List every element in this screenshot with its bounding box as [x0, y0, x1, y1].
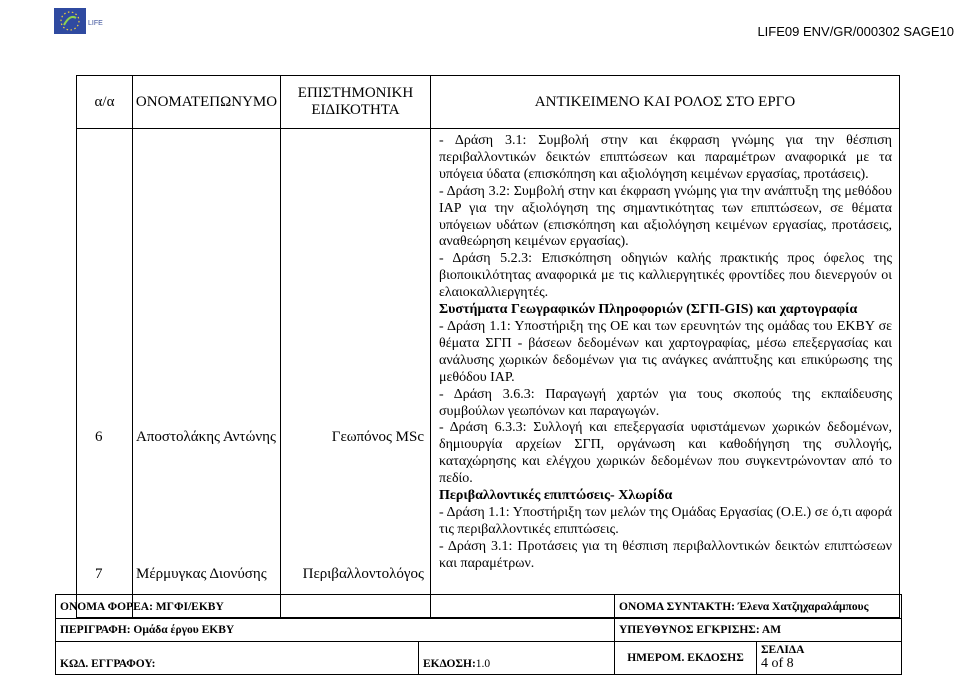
- footer-row: [56, 642, 902, 675]
- row-7-specialty: Περιβαλλοντολόγος: [302, 566, 424, 582]
- header-specialty-line2: ΕΙΔΙΚΟΤΗΤΑ: [311, 102, 400, 118]
- role-paragraph: - Δράση 1.1: Υποστήριξη των μελών της Ομάδας Εργασίας (Ο.Ε.) σε ό,τι αφορά τις περιβαλλοντικές επιπτώσεις.: [439, 504, 892, 537]
- row-6-name: Αποστολάκης Αντώνης: [136, 429, 276, 445]
- footer-date-label: ΗΜΕΡΟΜ. ΕΚΔΟΣΗΣ: [615, 642, 757, 675]
- header-specialty: [281, 76, 431, 129]
- staff-table: [76, 75, 900, 618]
- footer-page-label: ΣΕΛΙΔΑ: [761, 644, 805, 656]
- num-cell: [77, 129, 133, 618]
- footer-row: [56, 595, 902, 619]
- role-paragraph: - Δράση 5.2.3: Επισκόπηση οδηγιών καλής πρακτικής προς όφελος της βιοποικιλότητας αναφορικά με τις καλλιεργητικές φροντίδες που διενεργούν οι ελαιοκαλλιεργητές.: [439, 251, 892, 301]
- role-paragraph: - Δράση 3.6.3: Παραγωγή χαρτών για τους σκοπούς της εκπαίδευσης συμβούλων γεωπόνων και παραγωγών.: [439, 386, 892, 419]
- role-paragraph: - Δράση 3.1: Συμβολή στην και έκφραση γνώμης για την θέσπιση περιβαλλοντικών δεικτών επιπτώσεων και παραμέτρων αναφορικά με τα υπόγεια ύδατα (επισκόπηση και αξιολόγηση κειμένων εργασίας, προτάσεις).: [439, 133, 892, 182]
- footer-author: ΟΝΟΜΑ ΣΥΝΤΑΚΤΗ: Έλενα Χατζηχαραλάμπους: [615, 595, 902, 619]
- role-paragraph: - Δράση 6.3.3: Συλλογή και επεξεργασία υφιστάμενων χωρικών δεδομένων, δημιουργία αρχείων ΣΓΠ, οργάνωση και καθοδήγηση της συλλογής, καταχώρησης και ελέγχου χωρικών δεδομένων που συγκεντρώνονταν από το πεδίο.: [439, 420, 892, 487]
- section-heading-flora: Περιβαλλοντικές επιπτώσεις- Χλωρίδα: [439, 488, 673, 504]
- role-cell: [431, 129, 900, 618]
- footer-row: [56, 619, 902, 642]
- page-header: [0, 0, 960, 40]
- row-6-specialty: Γεωπόνος MSc: [331, 429, 424, 445]
- life-logo-icon: [54, 8, 86, 34]
- footer-version-value: 1.0: [475, 658, 491, 670]
- role-paragraph: - Δράση 3.2: Συμβολή στην και έκφραση γνώμης για την ανάπτυξη της μεθόδου IAP για την αξιολόγηση της σημαντικότητας των επιπτώσεων, σε θέματα υπόγειων υδάτων (επισκόπηση και αξιολόγηση κειμένων εργασίας, προτάσεις, αναθεώρηση κειμένων εργασίας).: [439, 183, 892, 250]
- logo-text: LIFE: [88, 20, 103, 27]
- row-7-name: Μέρμυγκας Διονύσης: [136, 566, 267, 582]
- row-7-num: 7: [95, 566, 103, 582]
- header-specialty-line1: ΕΠΙΣΤΗΜΟΝΙΚΗ: [297, 85, 414, 101]
- role-paragraph: - Δράση 3.1: Προτάσεις για τη θέσπιση περιβαλλοντικών δεικτών επιπτώσεων και παραμέτρων.: [439, 538, 892, 571]
- header-name: ΟΝΟΜΑΤΕΠΩΝΥΜΟ: [133, 76, 281, 129]
- table-header-row: [77, 76, 900, 129]
- section-heading-gis: Συστήματα Γεωγραφικών Πληροφοριών (ΣΓΠ-GIS) και χαρτογραφία: [439, 302, 858, 318]
- footer-approver: ΥΠΕΥΘΥΝΟΣ ΕΓΚΡΙΣΗΣ: ΑΜ: [615, 619, 902, 642]
- specialty-cell: [281, 129, 431, 618]
- footer-page-value: 4 of 8: [761, 656, 794, 671]
- header-num: α/α: [77, 76, 133, 129]
- footer-version: [419, 642, 615, 675]
- footer-doc-code: ΚΩΔ. ΕΓΓΡΑΦΟΥ:: [56, 642, 419, 675]
- table-row: [77, 129, 900, 618]
- name-cell: [133, 129, 281, 618]
- header-role: ΑΝΤΙΚΕΙΜΕΝΟ ΚΑΙ ΡΟΛΟΣ ΣΤΟ ΕΡΓΟ: [431, 76, 900, 129]
- footer-table: [55, 594, 902, 675]
- footer-org: ΟΝΟΜΑ ΦΟΡΕΑ: ΜΓΦΙ/ΕΚΒΥ: [56, 595, 615, 619]
- footer-page: [757, 642, 902, 675]
- role-paragraph: - Δράση 1.1: Υποστήριξη της ΟΕ και των ερευνητών της ομάδας του ΕΚΒΥ σε θέματα ΣΓΠ - βάσεων δεδομένων και χαρτογραφίας, μέσω επεξεργασίας και ανάλυσης χωρικών δεδομένων για τις ανάγκες ανάπτυξης και επικύρωσης της μεθόδου IAP.: [439, 318, 892, 385]
- footer-description: ΠΕΡΙΓΡΑΦΗ: Ομάδα έργου ΕΚΒΥ: [56, 619, 615, 642]
- role-content: [431, 129, 899, 573]
- row-6-num: 6: [95, 429, 103, 445]
- footer-version-label: ΕΚΔΟΣΗ:: [423, 658, 476, 670]
- document-code: LIFE09 ENV/GR/000302 SAGE10: [757, 24, 954, 39]
